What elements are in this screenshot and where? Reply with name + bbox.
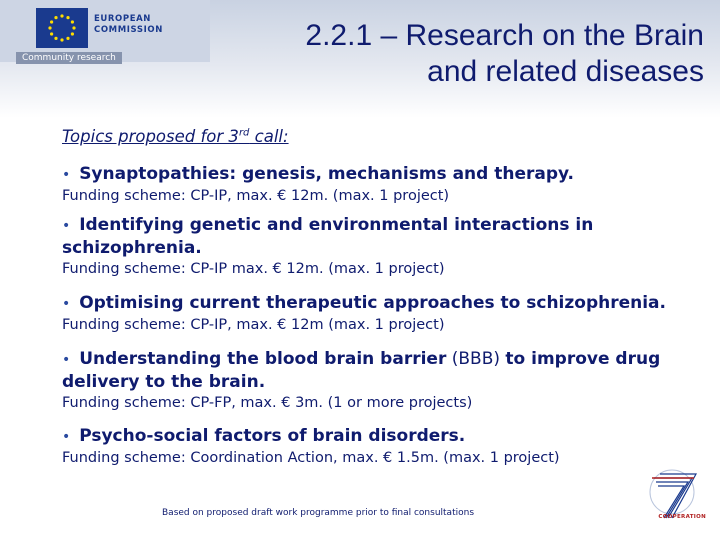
funding-scheme: Funding scheme: CP-IP, max. € 12m (max. 1 project) [62,317,445,333]
european-commission-logo [0,0,210,62]
bullet-icon: • [62,167,71,183]
bullet-icon: • [62,218,71,234]
heading-prefix: Topics proposed for 3 [62,127,239,146]
topic-title [62,292,702,315]
funding-scheme: Funding scheme: CP-FP, max. € 3m. (1 or more projects) [62,395,473,411]
heading-suffix: call: [249,127,289,146]
topic-title-text: Synaptopathies: genesis, mechanisms and therapy. [79,164,575,184]
topic-title [62,163,702,186]
topic-title [62,214,702,259]
title-line-1: 2.2.1 – Research on the Brain [305,19,704,52]
topic-title-part-2: (BBB) [446,349,506,369]
footnote: Based on proposed draft work programme prior to final consultations [162,508,475,518]
funding-scheme: Funding scheme: Coordination Action, max. € 1.5m. (max. 1 project) [62,450,560,466]
list-item [62,292,702,335]
list-item [62,214,702,279]
eu-flag-icon [36,8,88,48]
topic-title-text: Identifying genetic and environmental interactions in schizophrenia. [62,215,594,258]
bullet-icon: • [62,429,71,445]
fp7-logo-text: COOPERATION [658,514,706,520]
topic-title-part-1: Understanding the blood brain barrier [79,349,447,369]
bullet-icon: • [62,352,71,368]
list-item [62,163,702,206]
logo-subtitle: Community research [16,52,122,64]
topic-title-text: Psycho-social factors of brain disorders. [79,426,466,446]
list-item [62,348,702,413]
logo-line-1: EUROPEAN [94,14,152,24]
page-title [244,18,704,90]
topic-title-part-3: to improve drug delivery to the brain. [62,349,661,392]
commission-wordmark [94,14,163,36]
bullet-icon: • [62,296,71,312]
topic-title [62,425,702,448]
funding-scheme: Funding scheme: CP-IP max. € 12m. (max. 1 project) [62,261,445,277]
topic-title [62,348,702,393]
heading-superscript: rd [238,127,250,139]
topic-title-text: Optimising current therapeutic approaches to schizophrenia. [79,293,666,313]
list-item [62,425,702,468]
title-line-2: and related diseases [427,55,704,88]
logo-line-2: COMMISSION [94,25,163,35]
topics-heading [62,127,289,146]
funding-scheme: Funding scheme: CP-IP, max. € 12m. (max. 1 project) [62,188,450,204]
